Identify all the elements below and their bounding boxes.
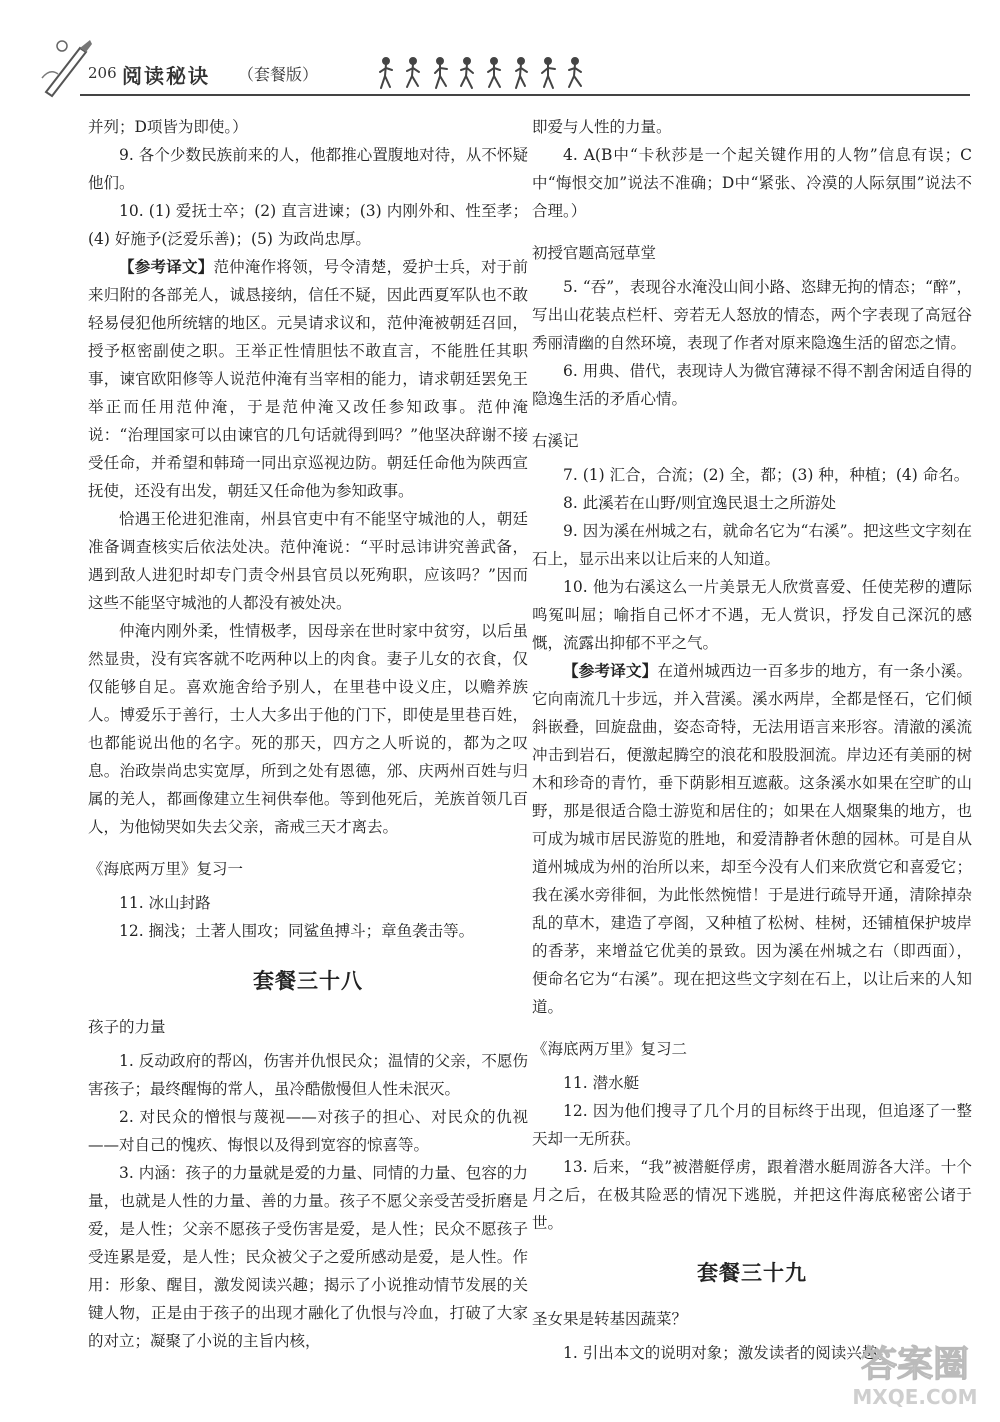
running-figures-icon [375, 56, 605, 92]
left-column [88, 113, 528, 1355]
paragraph: 10. (1) 爱抚士卒；(2) 直言进谏；(3) 内刚外和、性至孝；(4) 好施予(泛爱乐善)；(5) 为政尚忠厚。 [88, 202, 528, 248]
paragraph: 2. 对民众的憎恨与蔑视——对孩子的担心、对民众的仇视——对自己的愧疚、悔恨以及得到宽容的惊喜等。 [88, 1108, 528, 1154]
paragraph: 9. 各个少数民族前来的人，他都推心置腹地对待，从不怀疑他们。 [88, 146, 528, 192]
paragraph: 1. 反动政府的帮凶，伤害并仇恨民众；温情的父亲，不愿伤害孩子；最终醒悔的常人，虽冷酷傲慢但人性未泯灭。 [88, 1052, 528, 1098]
paragraph: 10. 他为右溪这么一片美景无人欣赏喜爱、任使芜秽的遭际鸣冤叫屈；喻指自己怀才不遇，无人赏识，抒发自己深沉的感慨，流露出抑郁不平之气。 [532, 578, 972, 652]
section-heading: 圣女果是转基因蔬菜？ [532, 1310, 688, 1328]
paragraph: 8. 此溪若在山野/则宜逸民退士之所游处 [563, 494, 836, 512]
page-header [40, 38, 970, 98]
paragraph: 仲淹内刚外柔，性情极孝，因母亲在世时家中贫穷，以后虽然显贵，没有宾客就不吃两种以上的肉食。妻子儿女的衣食，仅仅能够自足。喜欢施舍给予别人，在里巷中设义庄，以赡养族人。博爱乐于善行，士人大多出于他的门下，即使是里巷百姓，也都能说出他的名字。死的那天，四方之人听说的，都为之叹息。治政崇尚忠实宽厚，所到之处有恩德，邠、庆两州百姓与归属的羌人，都画像建立生祠供奉他。等到他死后，羌族首领几百人，为他恸哭如失去父亲，斋戒三天才离去。 [88, 622, 528, 836]
package-heading: 套餐三十八 [253, 968, 363, 993]
edition-label: （套餐版） [238, 65, 319, 84]
header-rule [80, 94, 970, 96]
section-heading: 《海底两万里》复习二 [532, 1040, 688, 1058]
paragraph-text: 范仲淹作将领，号令清楚，爱护士兵，对于前来归附的各部羌人，诚恳接纳，信任不疑，因此西夏军队也不敢轻易侵犯他所统辖的地区。元昊请求议和，范仲淹被朝廷召回，授予枢密副使之职。王举正性情胆怯不敢直言，不能胜任其职事，谏官欧阳修等人说范仲淹有当宰相的能力，请求朝廷罢免王举正而任用范仲淹，于是范仲淹又改任参知政事。范仲淹说：“治理国家可以由谏官的几句话就得到吗？”他坚决辞谢不接受任命，并希望和韩琦一同出京巡视边防。朝廷任命他为陕西宣抚使，还没有出发，朝廷又任命他为参知政事。 [88, 258, 528, 500]
watermark-logo [840, 1330, 990, 1412]
section-heading: 初授官题高冠草堂 [532, 244, 657, 262]
watermark-text: 答案圈 [860, 1344, 970, 1385]
paragraph: 5. “吞”，表现谷水淹没山间小路、恣肆无拘的情态；“醉”，写出山花装点栏杆、旁若无人怒放的情态，两个字表现了高冠谷秀丽清幽的自然环境，表现了作者对原来隐逸生活的留恋之情。 [532, 278, 972, 352]
paragraph: 3. 内涵：孩子的力量就是爱的力量、同情的力量、包容的力量，也就是人性的力量、善的力量。孩子不愿父亲受苦受折磨是爱，是人性；父亲不愿孩子受伤害是爱，是人性；民众不愿孩子受连累是爱，是人性；民众被父子之爱所感动是爱，是人性。作用：形象、醒目，激发阅读兴趣；揭示了小说推动情节发展的关键人物，正是由于孩子的出现才融化了仇恨与冷血，打破了大家的对立；凝聚了小说的主旨内核， [88, 1164, 528, 1350]
section-heading: 孩子的力量 [88, 1018, 166, 1036]
paragraph: 11. 潜水艇 [563, 1074, 640, 1092]
right-column [532, 113, 972, 1367]
paragraph [532, 657, 972, 1021]
paragraph: 1. 引出本文的说明对象；激发读者的阅读兴趣。 [563, 1344, 893, 1362]
paragraph: 7. (1) 汇合，合流；(2) 全，都；(3) 种，种植；(4) 命名。 [563, 466, 970, 484]
book-title: 阅读秘诀 [122, 64, 210, 88]
paragraph: 即爱与人性的力量。 [532, 118, 672, 136]
paragraph: 12. 因为他们搜寻了几个月的目标终于出现，但追逐了一整天却一无所获。 [532, 1102, 972, 1148]
paragraph [88, 253, 528, 505]
reference-translation-tag: 【参考译文】 [563, 661, 658, 680]
paragraph: 12. 搁浅；土著人围攻；同鲨鱼搏斗；章鱼袭击等。 [119, 922, 475, 940]
paragraph: 并列；D项皆为即使。） [88, 118, 248, 136]
paragraph: 4. A(B中“卡秋莎是一个起关键作用的人物”信息有误；C中“悔恨交加”说法不准确；D中“紧张、冷漠的人际氛围”说法不合理。） [532, 146, 972, 220]
section-heading: 右溪记 [532, 432, 579, 450]
paragraph: 11. 冰山封路 [119, 894, 211, 912]
paragraph: 6. 用典、借代，表现诗人为微官薄禄不得不割舍闲适自得的隐逸生活的矛盾心情。 [532, 362, 972, 408]
paragraph: 9. 因为溪在州城之右，就命名它为“右溪”。把这些文字刻在石上，显示出来以让后来的人知道。 [532, 522, 972, 568]
section-heading: 《海底两万里》复习一 [88, 860, 244, 878]
paragraph: 13. 后来，“我”被潜艇俘虏，跟着潜水艇周游各大洋。十个月之后，在极其险恶的情况下逃脱，并把这件海底秘密公诸于世。 [532, 1158, 972, 1232]
package-heading: 套餐三十九 [697, 1260, 807, 1285]
watermark-url: MXQE.COM [852, 1385, 978, 1409]
reference-translation-tag: 【参考译文】 [119, 257, 214, 276]
paragraph-text: 在道州城西边一百多步的地方，有一条小溪。它向南流几十步远，并入营溪。溪水两岸，全都是怪石，它们倾斜嵌叠，回旋盘曲，姿态奇特，无法用语言来形容。清澈的溪流冲击到岩石，便激起腾空的浪花和股股洄流。岸边还有美丽的树木和珍奇的青竹，垂下荫影相互遮蔽。这条溪水如果在空旷的山野，那是很适合隐士游览和居住的；如果在人烟聚集的地方，也可成为城市居民游览的胜地，和爱清静者休憩的园林。可是自从道州城成为州的治所以来，却至今没有人们来欣赏它和喜爱它；我在溪水旁徘徊，为此怅然惋惜！于是进行疏导开通，清除掉杂乱的草木，建造了亭阁，又种植了松树、桂树，还铺植保护坡岸的香茅，来增益它优美的景致。因为溪在州城之右（即西面），便命名它为“右溪”。现在把这些文字刻在石上，以让后来的人知道。 [532, 662, 972, 1016]
page-number: 206 [88, 64, 117, 82]
paragraph: 恰遇王伦进犯淮南，州县官吏中有不能坚守城池的人，朝廷准备调查核实后依法处决。范仲淹说：“平时忌讳讲究善武备，遇到敌人进犯时却专门责令州县官员以死殉职，应该吗？”因而这些不能坚守城池的人都没有被处决。 [88, 510, 528, 612]
